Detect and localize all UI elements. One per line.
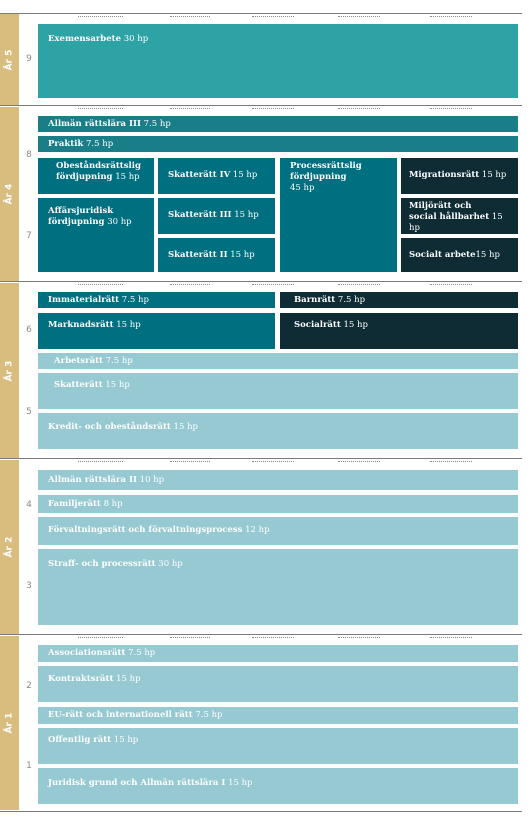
- dotted-marker: [170, 284, 210, 285]
- course-credits: 15 hp: [116, 320, 141, 330]
- course-name-line2: fördjupning: [56, 172, 113, 182]
- course-name: Allmän rättslära II: [48, 475, 137, 485]
- course-name-line2: fördjupning: [290, 172, 347, 182]
- course-barnratt[interactable]: [280, 292, 518, 308]
- course-credits: 15 hp: [228, 778, 253, 788]
- course-name-line2: fördjupning: [48, 217, 105, 227]
- course-name: Associationsrätt: [48, 648, 126, 658]
- course-name: Skatterätt: [54, 380, 103, 390]
- course-credits: 7.5 hp: [86, 139, 114, 149]
- course-name: Barnrätt: [294, 295, 336, 305]
- dotted-marker: [170, 16, 210, 17]
- course-name: Kredit- och obeståndsrätt: [48, 422, 171, 432]
- divider: [0, 811, 522, 812]
- dotted-marker: [170, 108, 210, 109]
- course-credits: 8 hp: [103, 499, 123, 509]
- course-name: Skatterätt IV: [168, 170, 231, 180]
- course-credits: 15 hp: [234, 210, 259, 220]
- term-number: 4: [26, 500, 32, 510]
- term-number: 5: [26, 407, 32, 417]
- course-name: Juridisk grund och Allmän rättslära I: [48, 778, 226, 788]
- course-credits: 45 hp: [290, 183, 315, 193]
- course-marknadsratt[interactable]: [38, 313, 275, 349]
- course-straff-processratt[interactable]: [38, 549, 518, 625]
- course-allman-rattslara-3[interactable]: [38, 116, 518, 132]
- course-socialt-arbete[interactable]: [401, 238, 518, 272]
- course-examensarbete[interactable]: [38, 24, 518, 98]
- course-credits: 7.5 hp: [143, 119, 171, 129]
- course-credits: 30 hp: [107, 217, 132, 227]
- course-credits: 15 hp: [409, 212, 503, 233]
- course-name: Skatterätt III: [168, 210, 232, 220]
- course-forvaltningsratt[interactable]: [38, 517, 518, 545]
- divider: [0, 281, 522, 282]
- course-kredit-obestandsratt[interactable]: [38, 413, 518, 449]
- course-name: Socialrätt: [294, 320, 341, 330]
- course-name: Arbetsrätt: [54, 356, 103, 366]
- dotted-marker: [78, 461, 123, 462]
- course-offentlig-ratt[interactable]: [38, 728, 518, 764]
- year-label-2: År 2: [4, 536, 15, 558]
- course-name: Migrationsrätt: [409, 170, 480, 180]
- course-eu-ratt[interactable]: [38, 707, 518, 724]
- course-associationsratt[interactable]: [38, 645, 518, 662]
- course-credits: 15 hp: [173, 422, 198, 432]
- term-number: 3: [26, 581, 32, 591]
- term-number: 7: [26, 231, 32, 241]
- course-allman-rattslara-2[interactable]: [38, 470, 518, 490]
- course-name-line1: Processrättslig: [290, 161, 362, 171]
- course-migrationsratt[interactable]: [401, 158, 518, 194]
- course-name-line1: Affärsjuridisk: [48, 206, 114, 216]
- term-number: 6: [26, 325, 32, 335]
- course-credits: 30 hp: [158, 559, 183, 569]
- course-credits: 7.5 hp: [337, 295, 366, 305]
- course-name: Förvaltningsrätt och förvaltningsprocess: [48, 525, 243, 535]
- course-skatterratt-3[interactable]: [158, 198, 275, 234]
- divider: [0, 13, 522, 14]
- course-name: Socialt arbete: [409, 250, 476, 260]
- term-number: 2: [26, 681, 32, 691]
- course-credits: 15 hp: [232, 170, 258, 180]
- dotted-marker: [78, 637, 123, 638]
- course-miljoratt-social-hallbarhet[interactable]: [401, 198, 518, 234]
- course-name: Kontraktsrätt: [48, 674, 114, 684]
- divider: [0, 105, 522, 106]
- dotted-marker: [170, 461, 210, 462]
- dotted-marker: [430, 108, 472, 109]
- course-skatterratt-4[interactable]: [158, 158, 275, 194]
- dotted-marker: [430, 461, 472, 462]
- course-skatteratt[interactable]: [38, 373, 518, 409]
- dotted-marker: [170, 637, 210, 638]
- dotted-marker: [430, 16, 472, 17]
- course-obestandsrattslig-fordjupning[interactable]: [38, 158, 154, 194]
- course-name: Immaterialrätt: [48, 295, 120, 305]
- divider: [0, 634, 522, 635]
- dotted-marker: [338, 637, 380, 638]
- course-name: EU-rätt och internationell rätt: [48, 710, 193, 720]
- course-credits: 12 hp: [245, 525, 270, 535]
- course-immaterialratt[interactable]: [38, 292, 275, 308]
- course-credits: 15 hp: [475, 250, 500, 260]
- course-name-line2: social hållbarhet: [409, 212, 490, 222]
- course-arbetsratt[interactable]: [38, 353, 518, 369]
- term-number: 9: [26, 54, 32, 64]
- dotted-marker: [252, 637, 294, 638]
- course-name-line1: Miljörätt och: [409, 201, 472, 211]
- dotted-marker: [338, 108, 380, 109]
- course-credits: 15 hp: [113, 735, 139, 745]
- course-credits: 30 hp: [123, 34, 149, 44]
- course-credits: 15 hp: [105, 380, 130, 390]
- term-number: 8: [26, 150, 32, 160]
- course-name: Skatterätt II: [168, 250, 228, 260]
- dotted-marker: [338, 461, 380, 462]
- divider: [0, 458, 522, 459]
- course-processrattslig-fordjupning[interactable]: [280, 158, 397, 272]
- course-name: Praktik: [48, 139, 84, 149]
- course-credits: 10 hp: [139, 475, 165, 485]
- dotted-marker: [338, 284, 380, 285]
- dotted-marker: [338, 16, 380, 17]
- course-name: Allmän rättslära III: [48, 119, 141, 129]
- course-credits: 15 hp: [343, 320, 368, 330]
- course-name: Marknadsrätt: [48, 320, 114, 330]
- course-credits: 7.5 hp: [195, 710, 223, 720]
- year-label-5: År 5: [4, 49, 15, 70]
- course-credits: 15 hp: [116, 674, 141, 684]
- year-label-3: År 3: [4, 360, 15, 381]
- dotted-marker: [252, 284, 294, 285]
- course-familjeratt[interactable]: [38, 495, 518, 513]
- course-credits: 15 hp: [481, 170, 507, 180]
- course-name: Familjerätt: [48, 499, 101, 509]
- dotted-marker: [252, 16, 294, 17]
- course-affarsjuridisk-fordjupning[interactable]: [38, 198, 154, 272]
- dotted-marker: [78, 284, 123, 285]
- course-name: Offentlig rätt: [48, 735, 112, 745]
- course-juridisk-grund[interactable]: [38, 768, 518, 804]
- dotted-marker: [252, 108, 294, 109]
- dotted-marker: [252, 461, 294, 462]
- dotted-marker: [78, 108, 123, 109]
- course-credits: 15 hp: [115, 172, 140, 182]
- dotted-marker: [430, 637, 472, 638]
- course-praktik[interactable]: [38, 136, 518, 152]
- course-skatterratt-2[interactable]: [158, 238, 275, 272]
- course-kontraktsratt[interactable]: [38, 666, 518, 702]
- year-label-1: År 1: [4, 712, 15, 734]
- dotted-marker: [430, 284, 472, 285]
- course-credits: 7.5 hp: [128, 648, 156, 658]
- course-name: Straff- och processrätt: [48, 559, 156, 569]
- course-credits: 15 hp: [230, 250, 255, 260]
- term-number: 1: [26, 761, 32, 771]
- course-credits: 7.5 hp: [105, 356, 133, 366]
- course-name: Exemensarbete: [48, 34, 121, 44]
- course-socialratt[interactable]: [280, 313, 518, 349]
- course-credits: 7.5 hp: [121, 295, 149, 305]
- year-label-4: År 4: [4, 183, 15, 205]
- course-name-line1: Obeståndsrättslig: [56, 161, 141, 171]
- dotted-marker: [78, 16, 123, 17]
